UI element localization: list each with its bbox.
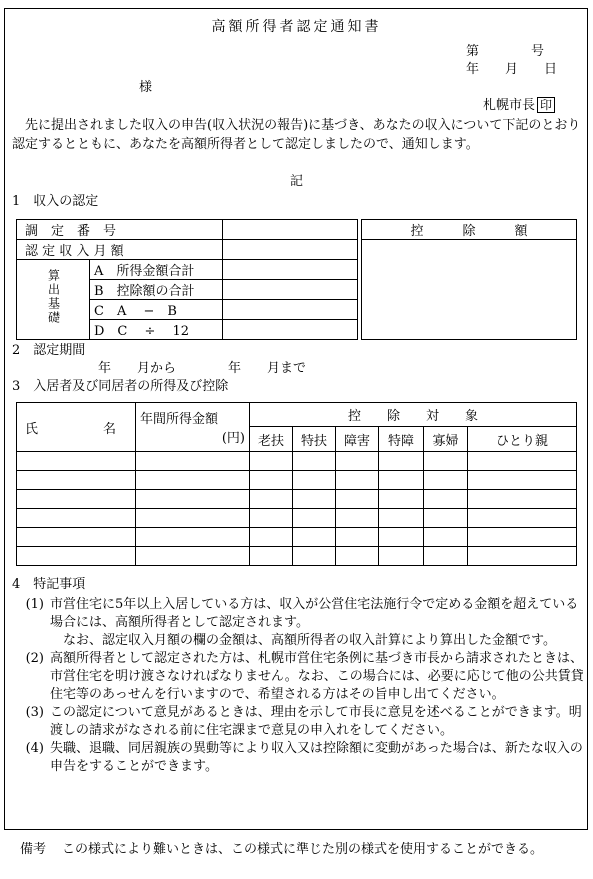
col-tokushou: 特障 [379,427,424,452]
note-number: (3) [25,705,44,720]
household-cell[interactable] [336,547,379,566]
household-cell[interactable] [424,528,468,547]
number-field: 第 号 [466,44,545,59]
remark-text: この様式により難いときは、この様式に準じた別の様式を使用することができる。 [62,842,544,857]
household-cell[interactable] [250,547,293,566]
period-text: 年 月から 年 月まで [98,361,307,376]
basis-label-text: 算出基礎 [46,269,61,325]
name-header: 氏 名 [17,403,136,452]
household-cell[interactable] [379,490,424,509]
household-cell[interactable] [250,471,293,490]
section3-heading: 3 入居者及び同居者の所得及び控除 [12,379,229,394]
note-number: (2) [25,651,44,666]
note-text: 失職、退職、同居親族の異動等により収入又は控除額に変動があった場合は、新たな収入の申告をすることができます。 [50,741,583,774]
household-cell[interactable] [17,547,136,566]
household-cell[interactable] [250,528,293,547]
household-cell[interactable] [468,547,577,566]
household-row [17,528,577,547]
addressee-label: 様 [139,80,153,95]
row-label-number: 調 定 番 号 [17,220,223,240]
household-cell[interactable] [379,471,424,490]
household-cell[interactable] [468,509,577,528]
note-text: 市営住宅に5年以上入居している方は、収入が公営住宅法施行令で定める金額を超えている場合には、高額所得者として認定されます。 [50,597,579,630]
note-text: この認定について意見があるときは、理由を示して市長に意見を述べることができます。明渡しの請求がなされる前に住宅課まで意見の申入れをしてください。 [50,705,582,738]
note-extra: なお、認定収入月額の欄の金額は、高額所得者の収入計算により算出した金額です。 [63,633,556,648]
household-cell[interactable] [468,528,577,547]
basis-label [17,260,90,340]
seal-mark: 印 [537,97,555,113]
household-row [17,547,577,566]
intro-text: 先に提出されました収入の申告(収入状況の報告)に基づき、あなたの収入について下記のとおり認定するとともに、あなたを高額所得者として認定しましたので、通知します。 [12,118,581,152]
cell-b[interactable] [223,280,358,300]
note-number: (4) [25,741,44,756]
household-cell[interactable] [250,452,293,471]
household-cell[interactable] [136,490,250,509]
household-cell[interactable] [336,509,379,528]
household-cell[interactable] [136,471,250,490]
household-cell[interactable] [17,471,136,490]
household-cell[interactable] [293,528,336,547]
household-cell[interactable] [379,509,424,528]
section2-heading: 2 認定期間 [12,343,86,358]
household-cell[interactable] [424,452,468,471]
household-cell[interactable] [336,490,379,509]
col-hitorioya: ひとり親 [468,427,577,452]
household-cell[interactable] [293,490,336,509]
cell-monthly[interactable] [223,240,358,260]
deduction-cell[interactable] [362,240,577,340]
ki-heading: 記 [289,174,303,189]
household-cell[interactable] [468,490,577,509]
notes-list [14,596,584,776]
col-shougai: 障害 [336,427,379,452]
note-item [14,704,584,740]
income-table [16,219,577,340]
income-unit: (円) [221,431,245,446]
deduction-target-header: 控 除 対 象 [250,403,577,427]
household-row [17,509,577,528]
household-cell[interactable] [136,509,250,528]
household-cell[interactable] [468,452,577,471]
note-item [14,650,584,704]
income-header-label: 年間所得金額 [140,412,219,427]
section4-heading: 4 特記事項 [12,577,86,592]
basis-item-a: A 所得金額合計 [90,260,223,280]
household-cell[interactable] [424,509,468,528]
household-cell[interactable] [468,471,577,490]
household-table [16,402,577,566]
household-cell[interactable] [336,471,379,490]
col-kafu: 寡婦 [424,427,468,452]
income-header [136,403,250,452]
note-item [14,596,584,650]
household-cell[interactable] [136,452,250,471]
household-cell[interactable] [17,490,136,509]
remark-label: 備考 [20,842,47,857]
date-field: 年 月 日 [466,62,558,77]
household-cell[interactable] [379,547,424,566]
document-title: 高額所得者認定通知書 [211,19,382,35]
household-row [17,471,577,490]
col-roufu: 老扶 [250,427,293,452]
col-tokufu: 特扶 [293,427,336,452]
household-cell[interactable] [424,547,468,566]
row-label-monthly: 認 定 収 入 月 額 [17,240,223,260]
household-cell[interactable] [379,452,424,471]
household-cell[interactable] [424,490,468,509]
household-cell[interactable] [379,528,424,547]
household-cell[interactable] [17,509,136,528]
cell-c[interactable] [223,300,358,320]
basis-item-c: C A − B [90,300,223,320]
household-cell[interactable] [293,471,336,490]
household-cell[interactable] [336,452,379,471]
cell-number[interactable] [223,220,358,240]
household-cell[interactable] [293,509,336,528]
household-cell[interactable] [293,452,336,471]
cell-a[interactable] [223,260,358,280]
note-item [14,740,584,776]
deduction-header: 控 除 額 [362,220,577,240]
cell-d[interactable] [223,320,358,340]
household-cell[interactable] [250,509,293,528]
household-row [17,490,577,509]
intro-paragraph [12,116,582,154]
household-cell[interactable] [17,452,136,471]
household-cell[interactable] [136,528,250,547]
section1-heading: 1 収入の認定 [12,194,99,209]
household-cell[interactable] [17,528,136,547]
household-cell[interactable] [250,490,293,509]
sender-name: 札幌市長 [483,98,536,113]
remark [20,841,585,859]
note-text: 高額所得者として認定された方は、札幌市営住宅条例に基づき市長から請求されたときは、市営住宅を明け渡さなければなりません。なお、この場合には、必要に応じて他の公共賃貸住宅等のあっせんを行いますので、希望される方はその旨申し出てください。 [50,651,584,702]
household-row [17,452,577,471]
basis-item-d: D C ÷ 12 [90,320,223,340]
sender [483,97,555,113]
household-cell[interactable] [424,471,468,490]
household-cell[interactable] [336,528,379,547]
household-cell[interactable] [136,547,250,566]
household-cell[interactable] [293,547,336,566]
basis-item-b: B 控除額の合計 [90,280,223,300]
note-number: (1) [25,597,44,612]
